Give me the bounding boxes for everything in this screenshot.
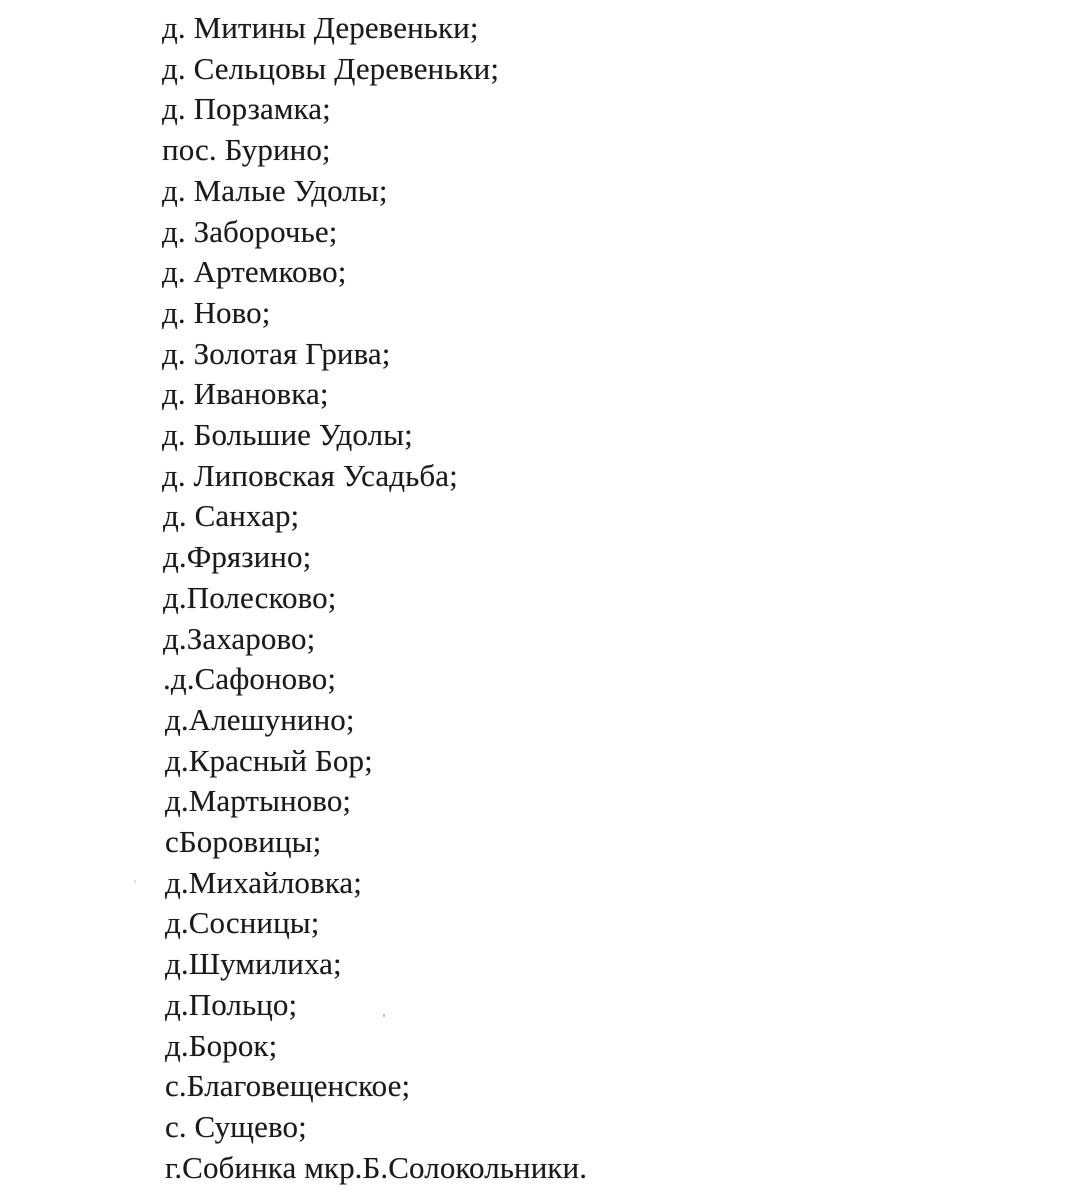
scan-speck <box>383 1014 385 1017</box>
list-item: д.Алешунино; <box>165 701 355 737</box>
list-item: д. Заборочье; <box>162 213 338 249</box>
scan-speck <box>134 880 136 883</box>
list-item: д. Малые Удолы; <box>162 172 388 208</box>
list-item: д. Ивановка; <box>162 376 329 412</box>
list-item: д.Полесково; <box>163 579 337 615</box>
list-item: д. Порзамка; <box>162 91 331 127</box>
list-item: д. Большие Удолы; <box>162 417 413 453</box>
list-item: с. Сущево; <box>165 1108 307 1144</box>
list-item: д.Мартыново; <box>165 783 352 819</box>
list-item: с.Благовещенское; <box>165 1068 411 1104</box>
list-item: д. Санхар; <box>163 498 300 534</box>
list-item: д. Ново; <box>162 294 271 330</box>
list-item: пос. Бурино; <box>162 132 331 168</box>
list-item: д. Артемково; <box>162 254 347 290</box>
list-item: д. Золотая Грива; <box>162 335 391 371</box>
list-item: д.Красный Бор; <box>165 742 373 778</box>
list-item: д. Липовская Усадьба; <box>162 457 458 493</box>
list-item: д.Польцо; <box>165 986 298 1022</box>
list-item: д.Михайловка; <box>165 864 362 900</box>
list-item: г.Собинка мкр.Б.Солокольники. <box>165 1149 588 1185</box>
list-item: д.Борок; <box>165 1027 278 1063</box>
settlement-list <box>162 8 587 1188</box>
list-item: д. Сельцовы Деревеньки; <box>162 50 500 86</box>
list-item: д.Фрязино; <box>163 539 312 575</box>
list-item: д.Шумилиха; <box>165 946 342 982</box>
list-item: д. Митины Деревеньки; <box>162 10 479 45</box>
list-item: д.Захарово; <box>163 620 316 656</box>
list-item: д.Сосницы; <box>165 905 320 941</box>
list-item: .д.Сафоново; <box>163 661 337 697</box>
list-item: сБоровицы; <box>165 824 322 860</box>
